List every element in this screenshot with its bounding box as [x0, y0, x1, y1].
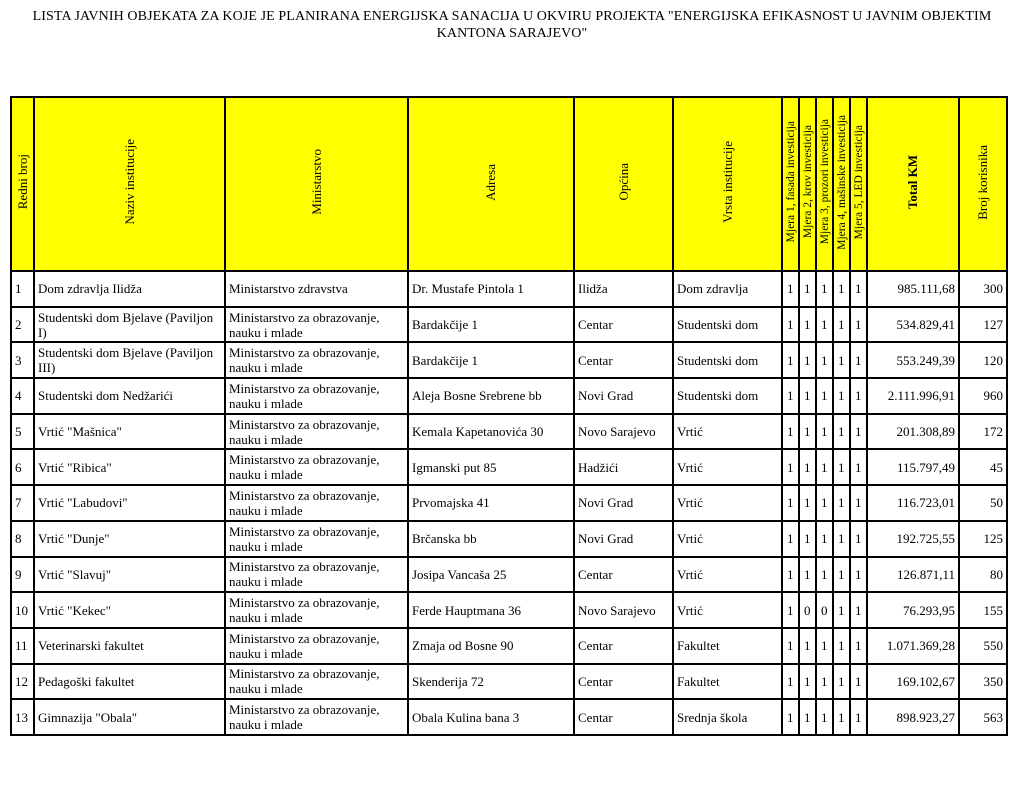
cell-vrsta: Vrtić [673, 592, 782, 628]
cell-korisnika: 80 [959, 557, 1007, 593]
cell-mjera-1: 1 [782, 664, 799, 700]
cell-mjera-2: 1 [799, 664, 816, 700]
cell-redni-broj: 2 [11, 307, 34, 343]
cell-adresa: Dr. Mustafe Pintola 1 [408, 271, 574, 307]
cell-total: 1.071.369,28 [867, 628, 959, 664]
cell-redni-broj: 10 [11, 592, 34, 628]
cell-korisnika: 300 [959, 271, 1007, 307]
cell-mjera-4: 1 [833, 307, 850, 343]
cell-ministarstvo: Ministarstvo za obrazovanje, nauku i mlade [225, 378, 408, 414]
cell-ministarstvo: Ministarstvo za obrazovanje, nauku i mlade [225, 485, 408, 521]
cell-total: 201.308,89 [867, 414, 959, 450]
cell-ministarstvo: Ministarstvo za obrazovanje, nauku i mlade [225, 699, 408, 735]
cell-opcina: Centar [574, 699, 673, 735]
cell-mjera-2: 1 [799, 521, 816, 557]
cell-mjera-1: 1 [782, 521, 799, 557]
cell-total: 126.871,11 [867, 557, 959, 593]
cell-vrsta: Studentski dom [673, 378, 782, 414]
cell-redni-broj: 13 [11, 699, 34, 735]
cell-total: 2.111.996,91 [867, 378, 959, 414]
cell-mjera-1: 1 [782, 307, 799, 343]
cell-mjera-4: 1 [833, 271, 850, 307]
cell-vrsta: Studentski dom [673, 342, 782, 378]
cell-naziv: Vrtić "Ribica" [34, 449, 225, 485]
cell-mjera-1: 1 [782, 592, 799, 628]
cell-mjera-2: 1 [799, 628, 816, 664]
cell-adresa: Obala Kulina bana 3 [408, 699, 574, 735]
cell-opcina: Novi Grad [574, 485, 673, 521]
cell-total: 192.725,55 [867, 521, 959, 557]
cell-mjera-3: 1 [816, 414, 833, 450]
cell-adresa: Aleja Bosne Srebrene bb [408, 378, 574, 414]
cell-mjera-5: 1 [850, 378, 867, 414]
cell-korisnika: 127 [959, 307, 1007, 343]
cell-ministarstvo: Ministarstvo za obrazovanje, nauku i mlade [225, 307, 408, 343]
table-row [11, 699, 1007, 735]
cell-mjera-1: 1 [782, 271, 799, 307]
cell-vrsta: Dom zdravlja [673, 271, 782, 307]
cell-mjera-4: 1 [833, 592, 850, 628]
cell-mjera-1: 1 [782, 485, 799, 521]
cell-mjera-3: 1 [816, 378, 833, 414]
cell-mjera-2: 1 [799, 342, 816, 378]
cell-ministarstvo: Ministarstvo za obrazovanje, nauku i mlade [225, 592, 408, 628]
cell-naziv: Vrtić "Labudovi" [34, 485, 225, 521]
cell-mjera-4: 1 [833, 414, 850, 450]
cell-korisnika: 120 [959, 342, 1007, 378]
cell-mjera-2: 1 [799, 699, 816, 735]
cell-ministarstvo: Ministarstvo za obrazovanje, nauku i mlade [225, 557, 408, 593]
cell-mjera-4: 1 [833, 342, 850, 378]
header-mjera-3: Mjera 3, prozori investicija [816, 97, 833, 271]
cell-redni-broj: 11 [11, 628, 34, 664]
cell-mjera-5: 1 [850, 449, 867, 485]
table-row [11, 664, 1007, 700]
header-mjera-4: Mjera 4, mašinske investicija [833, 97, 850, 271]
cell-mjera-1: 1 [782, 699, 799, 735]
cell-adresa: Prvomajska 41 [408, 485, 574, 521]
header-mjera-1: Mjera 1, fasada investicija [782, 97, 799, 271]
cell-redni-broj: 3 [11, 342, 34, 378]
table-row [11, 557, 1007, 593]
cell-mjera-3: 1 [816, 628, 833, 664]
institutions-table [10, 96, 1008, 736]
cell-naziv: Gimnazija "Obala" [34, 699, 225, 735]
cell-opcina: Centar [574, 307, 673, 343]
cell-naziv: Vrtić "Kekec" [34, 592, 225, 628]
header-mjera-5: Mjera 5, LED investicija [850, 97, 867, 271]
title-line-2: KANTONA SARAJEVO" [436, 26, 588, 41]
cell-opcina: Centar [574, 628, 673, 664]
cell-opcina: Hadžići [574, 449, 673, 485]
cell-naziv: Pedagoški fakultet [34, 664, 225, 700]
cell-mjera-4: 1 [833, 664, 850, 700]
cell-mjera-3: 1 [816, 699, 833, 735]
cell-mjera-3: 1 [816, 664, 833, 700]
cell-mjera-5: 1 [850, 271, 867, 307]
cell-mjera-5: 1 [850, 628, 867, 664]
cell-redni-broj: 12 [11, 664, 34, 700]
cell-korisnika: 45 [959, 449, 1007, 485]
cell-adresa: Igmanski put 85 [408, 449, 574, 485]
cell-adresa: Bardakčije 1 [408, 342, 574, 378]
cell-adresa: Josipa Vancaša 25 [408, 557, 574, 593]
cell-mjera-3: 1 [816, 342, 833, 378]
cell-vrsta: Fakultet [673, 628, 782, 664]
cell-mjera-5: 1 [850, 485, 867, 521]
cell-mjera-3: 1 [816, 449, 833, 485]
cell-mjera-1: 1 [782, 449, 799, 485]
cell-mjera-3: 1 [816, 271, 833, 307]
table-row [11, 521, 1007, 557]
cell-naziv: Studentski dom Nedžarići [34, 378, 225, 414]
cell-mjera-4: 1 [833, 699, 850, 735]
cell-mjera-5: 1 [850, 592, 867, 628]
cell-mjera-1: 1 [782, 557, 799, 593]
cell-mjera-5: 1 [850, 557, 867, 593]
header-korisnika: Broj korisnika [959, 97, 1007, 271]
header-total: Total KM [867, 97, 959, 271]
cell-ministarstvo: Ministarstvo za obrazovanje, nauku i mlade [225, 664, 408, 700]
cell-vrsta: Vrtić [673, 449, 782, 485]
cell-ministarstvo: Ministarstvo za obrazovanje, nauku i mlade [225, 414, 408, 450]
cell-mjera-2: 1 [799, 414, 816, 450]
cell-redni-broj: 1 [11, 271, 34, 307]
cell-korisnika: 125 [959, 521, 1007, 557]
cell-opcina: Novi Grad [574, 521, 673, 557]
cell-mjera-4: 1 [833, 521, 850, 557]
cell-mjera-2: 1 [799, 307, 816, 343]
cell-mjera-3: 1 [816, 307, 833, 343]
cell-mjera-2: 1 [799, 449, 816, 485]
cell-mjera-1: 1 [782, 378, 799, 414]
cell-adresa: Skenderija 72 [408, 664, 574, 700]
table-row [11, 342, 1007, 378]
cell-vrsta: Vrtić [673, 557, 782, 593]
cell-vrsta: Vrtić [673, 521, 782, 557]
cell-vrsta: Vrtić [673, 485, 782, 521]
cell-korisnika: 155 [959, 592, 1007, 628]
cell-mjera-4: 1 [833, 449, 850, 485]
cell-total: 534.829,41 [867, 307, 959, 343]
cell-adresa: Zmaja od Bosne 90 [408, 628, 574, 664]
cell-korisnika: 563 [959, 699, 1007, 735]
cell-total: 985.111,68 [867, 271, 959, 307]
table-row [11, 592, 1007, 628]
cell-korisnika: 50 [959, 485, 1007, 521]
cell-redni-broj: 7 [11, 485, 34, 521]
header-redni-broj: Redni broj [11, 97, 34, 271]
header-adresa: Adresa [408, 97, 574, 271]
cell-ministarstvo: Ministarstvo zdravstva [225, 271, 408, 307]
cell-mjera-3: 1 [816, 521, 833, 557]
table-row [11, 414, 1007, 450]
cell-korisnika: 960 [959, 378, 1007, 414]
cell-mjera-2: 1 [799, 271, 816, 307]
cell-mjera-2: 1 [799, 485, 816, 521]
header-ministarstvo: Ministarstvo [225, 97, 408, 271]
cell-mjera-1: 1 [782, 342, 799, 378]
cell-total: 169.102,67 [867, 664, 959, 700]
cell-mjera-2: 1 [799, 557, 816, 593]
cell-mjera-3: 1 [816, 557, 833, 593]
header-mjera-2: Mjera 2, krov investicija [799, 97, 816, 271]
cell-vrsta: Studentski dom [673, 307, 782, 343]
cell-mjera-2: 0 [799, 592, 816, 628]
cell-naziv: Vrtić "Slavuj" [34, 557, 225, 593]
cell-vrsta: Fakultet [673, 664, 782, 700]
cell-mjera-4: 1 [833, 557, 850, 593]
cell-opcina: Centar [574, 557, 673, 593]
header-naziv: Naziv institucije [34, 97, 225, 271]
table-row [11, 307, 1007, 343]
cell-total: 553.249,39 [867, 342, 959, 378]
header-vrsta: Vrsta institucije [673, 97, 782, 271]
cell-opcina: Ilidža [574, 271, 673, 307]
cell-mjera-5: 1 [850, 414, 867, 450]
cell-naziv: Studentski dom Bjelave (Paviljon III) [34, 342, 225, 378]
cell-opcina: Novo Sarajevo [574, 592, 673, 628]
cell-adresa: Kemala Kapetanovića 30 [408, 414, 574, 450]
cell-ministarstvo: Ministarstvo za obrazovanje, nauku i mlade [225, 628, 408, 664]
cell-korisnika: 550 [959, 628, 1007, 664]
cell-redni-broj: 6 [11, 449, 34, 485]
table-row [11, 378, 1007, 414]
cell-total: 115.797,49 [867, 449, 959, 485]
cell-naziv: Dom zdravlja Ilidža [34, 271, 225, 307]
table-row [11, 271, 1007, 307]
cell-ministarstvo: Ministarstvo za obrazovanje, nauku i mlade [225, 521, 408, 557]
cell-total: 898.923,27 [867, 699, 959, 735]
cell-vrsta: Vrtić [673, 414, 782, 450]
cell-adresa: Brčanska bb [408, 521, 574, 557]
cell-mjera-5: 1 [850, 521, 867, 557]
cell-naziv: Studentski dom Bjelave (Paviljon I) [34, 307, 225, 343]
cell-adresa: Bardakčije 1 [408, 307, 574, 343]
table-row [11, 449, 1007, 485]
cell-mjera-1: 1 [782, 628, 799, 664]
cell-naziv: Vrtić "Mašnica" [34, 414, 225, 450]
table-row [11, 485, 1007, 521]
cell-mjera-3: 1 [816, 485, 833, 521]
cell-mjera-5: 1 [850, 307, 867, 343]
cell-total: 76.293,95 [867, 592, 959, 628]
title-line-1: LISTA JAVNIH OBJEKATA ZA KOJE JE PLANIRANA ENERGIJSKA SANACIJA U OKVIRU PROJEKTA "ENERGIJSKA EFIKASNOST U JAVNIM OBJEKTIM [32, 9, 992, 24]
cell-korisnika: 172 [959, 414, 1007, 450]
cell-korisnika: 350 [959, 664, 1007, 700]
table-row [11, 628, 1007, 664]
cell-mjera-5: 1 [850, 664, 867, 700]
cell-opcina: Novo Sarajevo [574, 414, 673, 450]
cell-opcina: Novi Grad [574, 378, 673, 414]
cell-total: 116.723,01 [867, 485, 959, 521]
cell-vrsta: Srednja škola [673, 699, 782, 735]
cell-adresa: Ferde Hauptmana 36 [408, 592, 574, 628]
cell-ministarstvo: Ministarstvo za obrazovanje, nauku i mlade [225, 449, 408, 485]
cell-redni-broj: 8 [11, 521, 34, 557]
cell-mjera-4: 1 [833, 378, 850, 414]
cell-redni-broj: 5 [11, 414, 34, 450]
cell-mjera-4: 1 [833, 628, 850, 664]
cell-naziv: Vrtić "Dunje" [34, 521, 225, 557]
cell-ministarstvo: Ministarstvo za obrazovanje, nauku i mlade [225, 342, 408, 378]
cell-mjera-2: 1 [799, 378, 816, 414]
header-opcina: Općina [574, 97, 673, 271]
cell-opcina: Centar [574, 342, 673, 378]
cell-naziv: Veterinarski fakultet [34, 628, 225, 664]
cell-mjera-3: 0 [816, 592, 833, 628]
cell-mjera-4: 1 [833, 485, 850, 521]
cell-redni-broj: 9 [11, 557, 34, 593]
cell-redni-broj: 4 [11, 378, 34, 414]
cell-mjera-5: 1 [850, 699, 867, 735]
table-header-row [11, 97, 1007, 271]
document-title [0, 8, 1024, 42]
cell-opcina: Centar [574, 664, 673, 700]
cell-mjera-5: 1 [850, 342, 867, 378]
cell-mjera-1: 1 [782, 414, 799, 450]
